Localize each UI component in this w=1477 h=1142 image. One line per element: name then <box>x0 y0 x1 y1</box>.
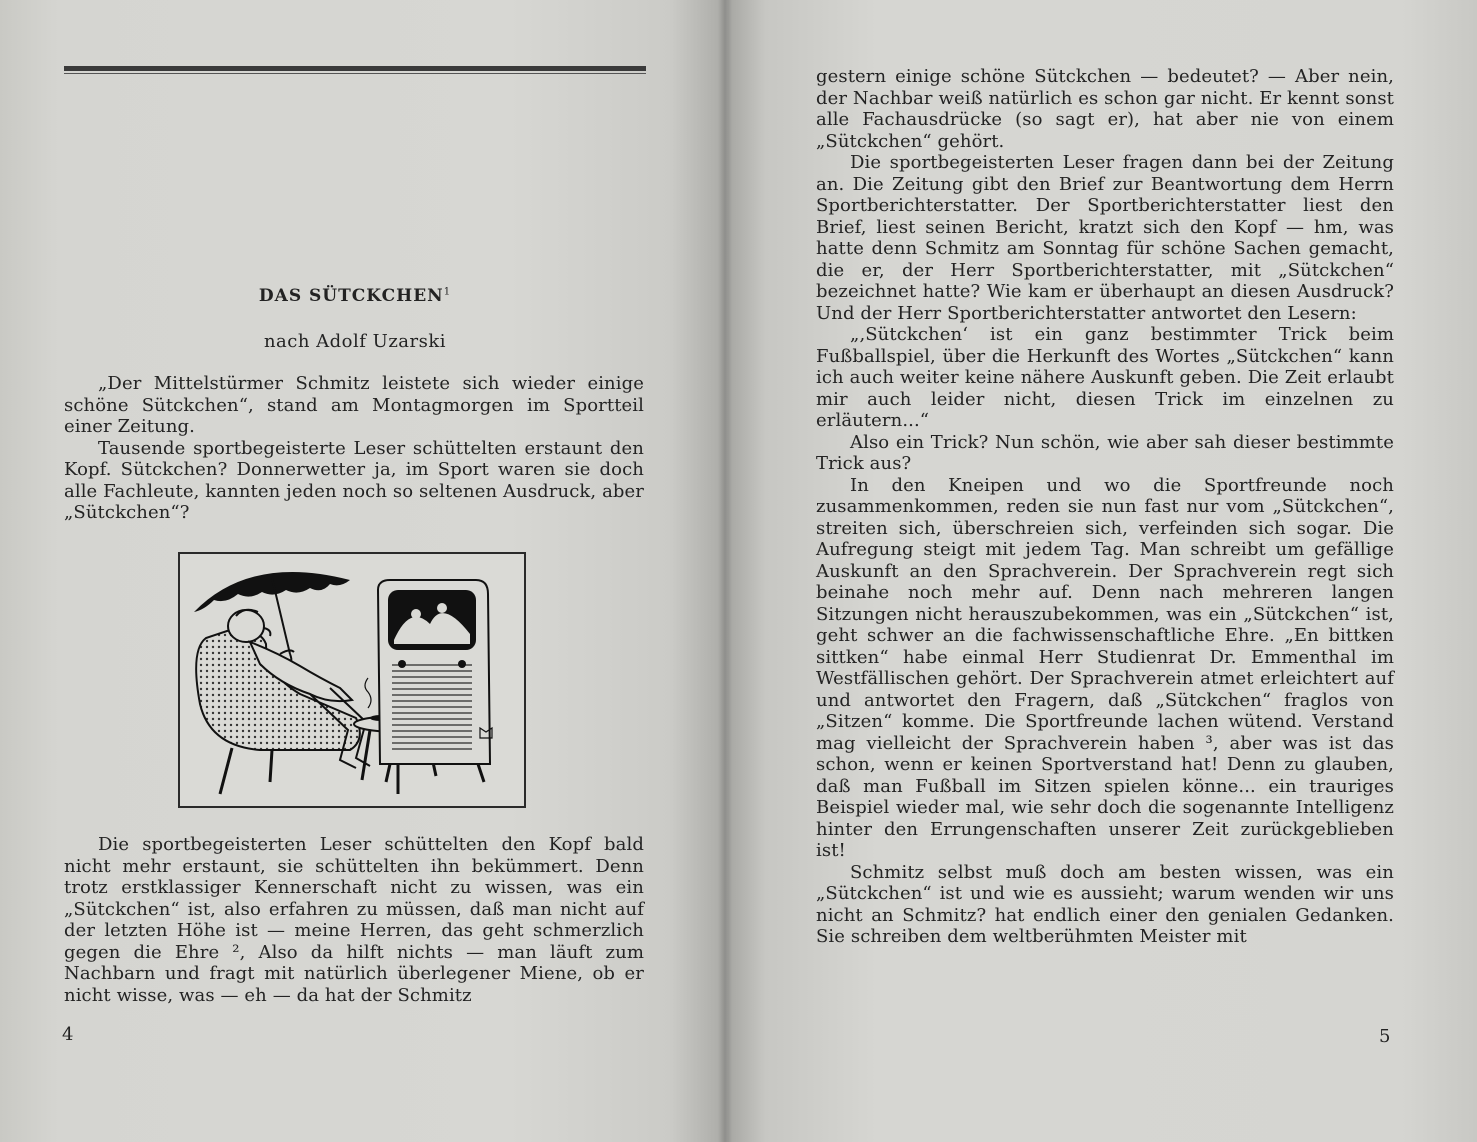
paragraph: „Der Mittelstürmer Schmitz leistete sich wieder einige schöne Sütckchen“, stand am Montagmorgen im Sportteil einer Zeitung. <box>64 373 644 437</box>
book-gutter <box>718 0 732 1142</box>
man-with-umbrella-watching-tv-illustration <box>178 552 526 808</box>
header-rule <box>64 66 646 71</box>
paragraph: „‚Sütckchen‘ ist ein ganz bestimmter Trick beim Fußballspiel, über die Herkunft des Wortes „Sütckchen“ kann ich auch weiter keine nähere Auskunft geben. Die Zeit erlaubt mir auch leider nicht, diesen Trick im einzelnen zu erläutern...“ <box>816 324 1394 431</box>
story-author: nach Adolf Uzarski <box>263 331 447 352</box>
paragraph: Die sportbegeisterten Leser schüttelten den Kopf bald nicht mehr erstaunt, sie schüttelten ihn bekümmert. Denn trotz erstklassiger Kennerschaft nicht zu wissen, was ein „Sütckchen“ ist, also erfahren zu müssen, daß man nicht auf der letzten Höhe ist — meine Herren, das geht schmerzlich gegen die Ehre ², Also da hilft nichts — man läuft zum Nachbarn und fragt mit natürlich überlegener Miene, ob er nicht wisse, was — eh — da hat der Schmitz <box>64 834 644 1006</box>
right-text <box>816 66 1394 948</box>
illustration-drawing <box>180 554 524 806</box>
header-rule-thin <box>64 73 646 74</box>
paragraph: Also ein Trick? Nun schön, wie aber sah dieser bestimmte Trick aus? <box>816 431 1394 474</box>
paragraph: Schmitz selbst muß doch am besten wissen, was ein „Sütckchen“ ist und wie es aussieht; warum wenden wir uns nicht an Schmitz? hat endlich einer den genialen Gedanken. Sie schreiben dem weltberühmten Meister mit <box>816 861 1394 947</box>
paragraph: gestern einige schöne Sütckchen — bedeutet? — Aber nein, der Nachbar weiß natürlich es schon gar nicht. Er kennt sonst alle Fachausdrücke (so sagt er), hat aber nie von einem „Sütckchen“ gehört. <box>816 66 1394 152</box>
paragraph: Tausende sportbegeisterte Leser schüttelten erstaunt den Kopf. Sütckchen? Donnerwetter ja, im Sport waren sie doch alle Fachleute, kannten jeden noch so seltenen Ausdruck, aber „Sütckchen“? <box>64 437 644 523</box>
left-text-top <box>64 373 644 524</box>
man-head <box>228 610 264 642</box>
left-text-bottom <box>64 834 644 1006</box>
story-title: DAS SÜTCKCHEN$^1$ <box>258 286 452 306</box>
page-number-right: 5 <box>1379 1026 1391 1047</box>
television-icon <box>378 580 492 782</box>
paragraph: Die sportbegeisterten Leser fragen dann bei der Zeitung an. Die Zeitung gibt den Brief zur Beantwortung dem Herrn Sportberichterstatter. Der Sportberichterstatter liest den Brief, liest seinen Bericht, kratzt sich den Kopf — hm, was hatte denn Schmitz am Sonntag für schöne Sachen gemacht, die er, der Herr Sportberichterstatter, mit „Sütckchen“ bezeichnet hatte? Wie kam er überhaupt an diesen Ausdruck? Und der Herr Sportberichterstatter antwortet den Lesern: <box>816 152 1394 324</box>
page-number-left: 4 <box>62 1024 74 1045</box>
left-page <box>0 0 728 1142</box>
paragraph: In den Kneipen und wo die Sportfreunde noch zusammenkommen, reden sie nun fast nur vom „Sütckchen“, streiten sich, überschreien sich, verfeinden sich sogar. Die Aufregung steigt mit jedem Tag. Man schreibt um gefällige Auskunft an den Sprachverein. Der Sprachverein regt sich beinahe noch mehr auf. Denn nach mehreren langen Sitzungen nicht herauszubekommen, was ein „Sütckchen“ ist, geht schwer an die fachwissenschaftliche Ehre. „En bittken sittken“ habe einmal Herr Studienrat Dr. Emmenthal im Westfällischen gehört. Der Sprachverein atmet erleichtert auf und antwortet den Fragern, daß „Sütckchen“ fraglos von „Sitzen“ komme. Die Sportfreunde lachen wütend. Verstand mag vielleicht der Sprachverein haben ³, aber was ist das schon, wenn er keinen Sportverstand hat! Denn zu glauben, daß man Fußball im Sitzen spielen könne... ein trauriges Beispiel wieder mal, wie sehr doch die sogenannte Intelligenz hinter den Errungenschaften unserer Zeit zurückgeblieben ist! <box>816 474 1394 861</box>
umbrella-icon <box>194 572 350 612</box>
title-footnote-mark: 1 <box>443 286 452 298</box>
